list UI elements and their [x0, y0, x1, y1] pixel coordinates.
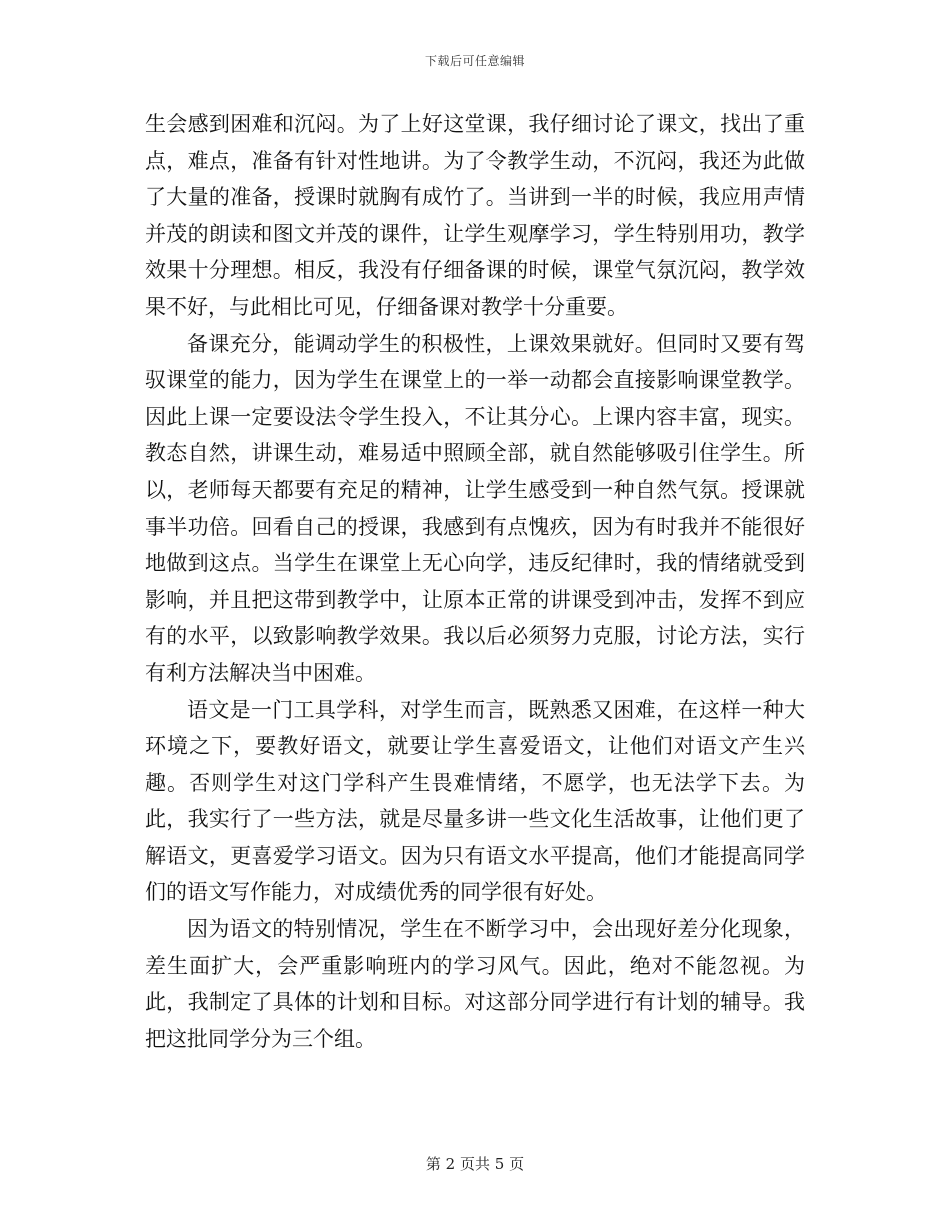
page-header: 下载后可任意编辑 — [424, 54, 525, 68]
paragraph-2: 备课充分，能调动学生的积极性，上课效果就好。但同时又要有驾驭课堂的能力，因为学生在课堂上的一举一动都会直接影响课堂教学。因此上课一定要设法令学生投入，不让其分心。上课内容丰富，现实。教态自然，讲课生动，难易适中照顾全部，就自然能够吸引住学生。所以，老师每天都要有充足的精神，让学生感受到一种自然气氛。授课就事半功倍。回看自己的授课，我感到有点愧疚，因为有时我并不能很好地做到这点。当学生在课堂上无心向学，违反纪律时，我的情绪就受到影响，并且把这带到教学中，让原本正常的讲课受到冲击，发挥不到应有的水平，以致影响教学效果。我以后必须努力克服，讨论方法，实行有利方法解决当中困难。 — [145, 331, 805, 685]
page-number-footer: 第 2 页共 5 页 — [425, 1155, 525, 1173]
document-body — [145, 106, 805, 1057]
paragraph-4: 因为语文的特别情况，学生在不断学习中，会出现好差分化现象，差生面扩大，会严重影响班内的学习风气。因此，绝对不能忽视。为此，我制定了具体的计划和目标。对这部分同学进行有计划的辅导。我把这批同学分为三个组。 — [145, 917, 805, 1051]
paragraph-3: 语文是一门工具学科，对学生而言，既熟悉又困难，在这样一种大环境之下，要教好语文，就要让学生喜爱语文，让他们对语文产生兴趣。否则学生对这门学科产生畏难情绪，不愿学，也无法学下去。为此，我实行了一些方法，就是尽量多讲一些文化生活故事，让他们更了解语文，更喜爱学习语文。因为只有语文水平提高，他们才能提高同学们的语文写作能力，对成绩优秀的同学很有好处。 — [145, 697, 805, 905]
paragraph-1: 生会感到困难和沉闷。为了上好这堂课，我仔细讨论了课文，找出了重点，难点，准备有针对性地讲。为了令教学生动，不沉闷，我还为此做了大量的准备，授课时就胸有成竹了。当讲到一半的时候，我应用声情并茂的朗读和图文并茂的课件，让学生观摩学习，学生特别用功，教学效果十分理想。相反，我没有仔细备课的时候，课堂气氛沉闷，教学效果不好，与此相比可见，仔细备课对教学十分重要。 — [145, 112, 805, 319]
